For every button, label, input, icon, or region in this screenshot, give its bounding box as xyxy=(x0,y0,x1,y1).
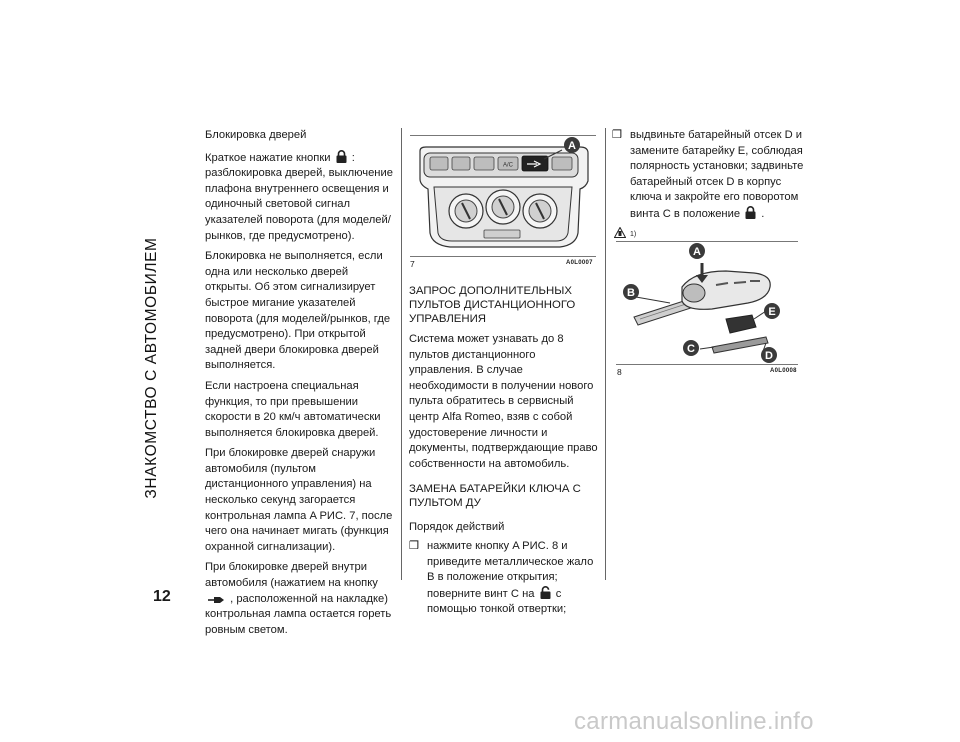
figure-8-callout-a: A xyxy=(693,246,701,258)
figure-8-callout-b: B xyxy=(627,287,635,299)
side-title-text: ЗНАКОМСТВО С АВТОМОБИЛЕМ xyxy=(143,237,160,499)
left-paragraph-5 xyxy=(205,560,395,638)
step-2-start: выдвиньте батарейный отсек D и замените батарейку E, соблюдая полярность установки; задвиньте батарейный отсек D в корпус ключа и закройте его поворотом винта C в положение xyxy=(630,129,804,220)
warning-note xyxy=(612,227,804,241)
bullet-mark: ❒ xyxy=(409,539,420,552)
middle-column xyxy=(409,284,601,618)
column-divider-left xyxy=(401,128,402,580)
bullet-mark: ❒ xyxy=(612,129,623,141)
left-paragraph-4: При блокировке дверей снаружи автомобиля (пультом дистанционного управления) на несколько секунд загорается контрольная лампа A РИС. 7, после чего она начинает мигать (функция охранной сигнализации). xyxy=(205,447,393,553)
step-1-start: нажмите кнопку A РИС. 8 и приведите металлическое жало B в положение открытия; поверните винт C на xyxy=(427,539,594,600)
left-column xyxy=(205,128,395,643)
figure-8-top-rule xyxy=(616,241,798,242)
figure-7-top-rule xyxy=(410,135,596,136)
figure-7-callout-a: A xyxy=(568,140,576,152)
left-paragraph-3: Если настроена специальная функция, то при превышении скорости в 20 км/ч автоматически выполняется блокировка дверей. xyxy=(205,379,381,439)
figure-8-code: A0L0008 xyxy=(770,368,797,374)
figure-7-bottom-rule xyxy=(410,256,596,257)
figure-8-callout-c: C xyxy=(687,343,695,355)
door-lock-button-icon xyxy=(207,594,225,604)
figure-8-number: 8 xyxy=(617,367,622,377)
heading-additional-remotes: ЗАПРОС ДОПОЛНИТЕЛЬНЫХ ПУЛЬТОВ ДИСТАНЦИОННОГО УПРАВЛЕНИЯ xyxy=(409,285,576,325)
left-p5-start: При блокировке дверей внутри автомобиля (нажатием на кнопку xyxy=(205,561,378,590)
battery-disposal-icon xyxy=(614,227,626,238)
ac-label: A/C xyxy=(502,162,514,169)
left-p1-start: Краткое нажатие кнопки xyxy=(205,151,331,164)
middle-paragraph-1: Система может узнавать до 8 пультов дистанционного управления. В случае необходимости в получении нового пульта обратитесь в сервисный центр Alfa Romeo, взяв с собой удостоверение личности и документы, подтверждающие право собственности на автомобиль. xyxy=(409,333,598,470)
note-reference: 1) xyxy=(629,230,637,238)
figure-7-number: 7 xyxy=(410,259,415,269)
lock-closed-icon xyxy=(336,150,347,163)
procedure-label: Порядок действий xyxy=(409,521,505,534)
figure-8-callout-e: E xyxy=(768,306,776,318)
page-number: 12 xyxy=(153,588,171,605)
procedure-step-2 xyxy=(612,128,804,223)
left-heading: Блокировка дверей xyxy=(205,129,307,141)
left-p1-end: : разблокировка дверей, выключение плафона внутреннего освещения и одиночный световой сигнал указателей поворота (для моделей/рынков, где предусмотрено). xyxy=(205,151,393,242)
left-p5-end: , расположенной на накладке) контрольная лампа остается гореть ровным светом. xyxy=(205,592,392,636)
right-column xyxy=(612,128,804,241)
figure-7-code: A0L0007 xyxy=(566,260,593,266)
lock-closed-icon xyxy=(745,206,756,219)
step-1-end: с помощью тонкой отвертки; xyxy=(427,587,567,616)
figure-8-bottom-rule xyxy=(616,364,798,365)
watermark: carmanualsonline.info xyxy=(574,708,814,735)
procedure-step-1 xyxy=(409,539,601,618)
figure-8-callout-d: D xyxy=(765,350,773,362)
left-paragraph-1 xyxy=(205,150,395,245)
heading-battery-replacement: ЗАМЕНА БАТАРЕЙКИ КЛЮЧА С ПУЛЬТОМ ДУ xyxy=(409,483,581,510)
left-paragraph-2: Блокировка не выполняется, если одна или несколько дверей открыты. Об этом сигнализирует быстрое мигание указателей поворота (для моделей/рынков, где предусмотрено). При открытой задней двери блокировка дверей выполняется. xyxy=(205,250,391,372)
lock-open-icon xyxy=(540,586,551,599)
figure-8-key-battery xyxy=(616,243,798,363)
step-2-end: . xyxy=(761,207,765,220)
column-divider-right xyxy=(605,128,606,580)
figure-7-dashboard-controls xyxy=(410,137,596,253)
